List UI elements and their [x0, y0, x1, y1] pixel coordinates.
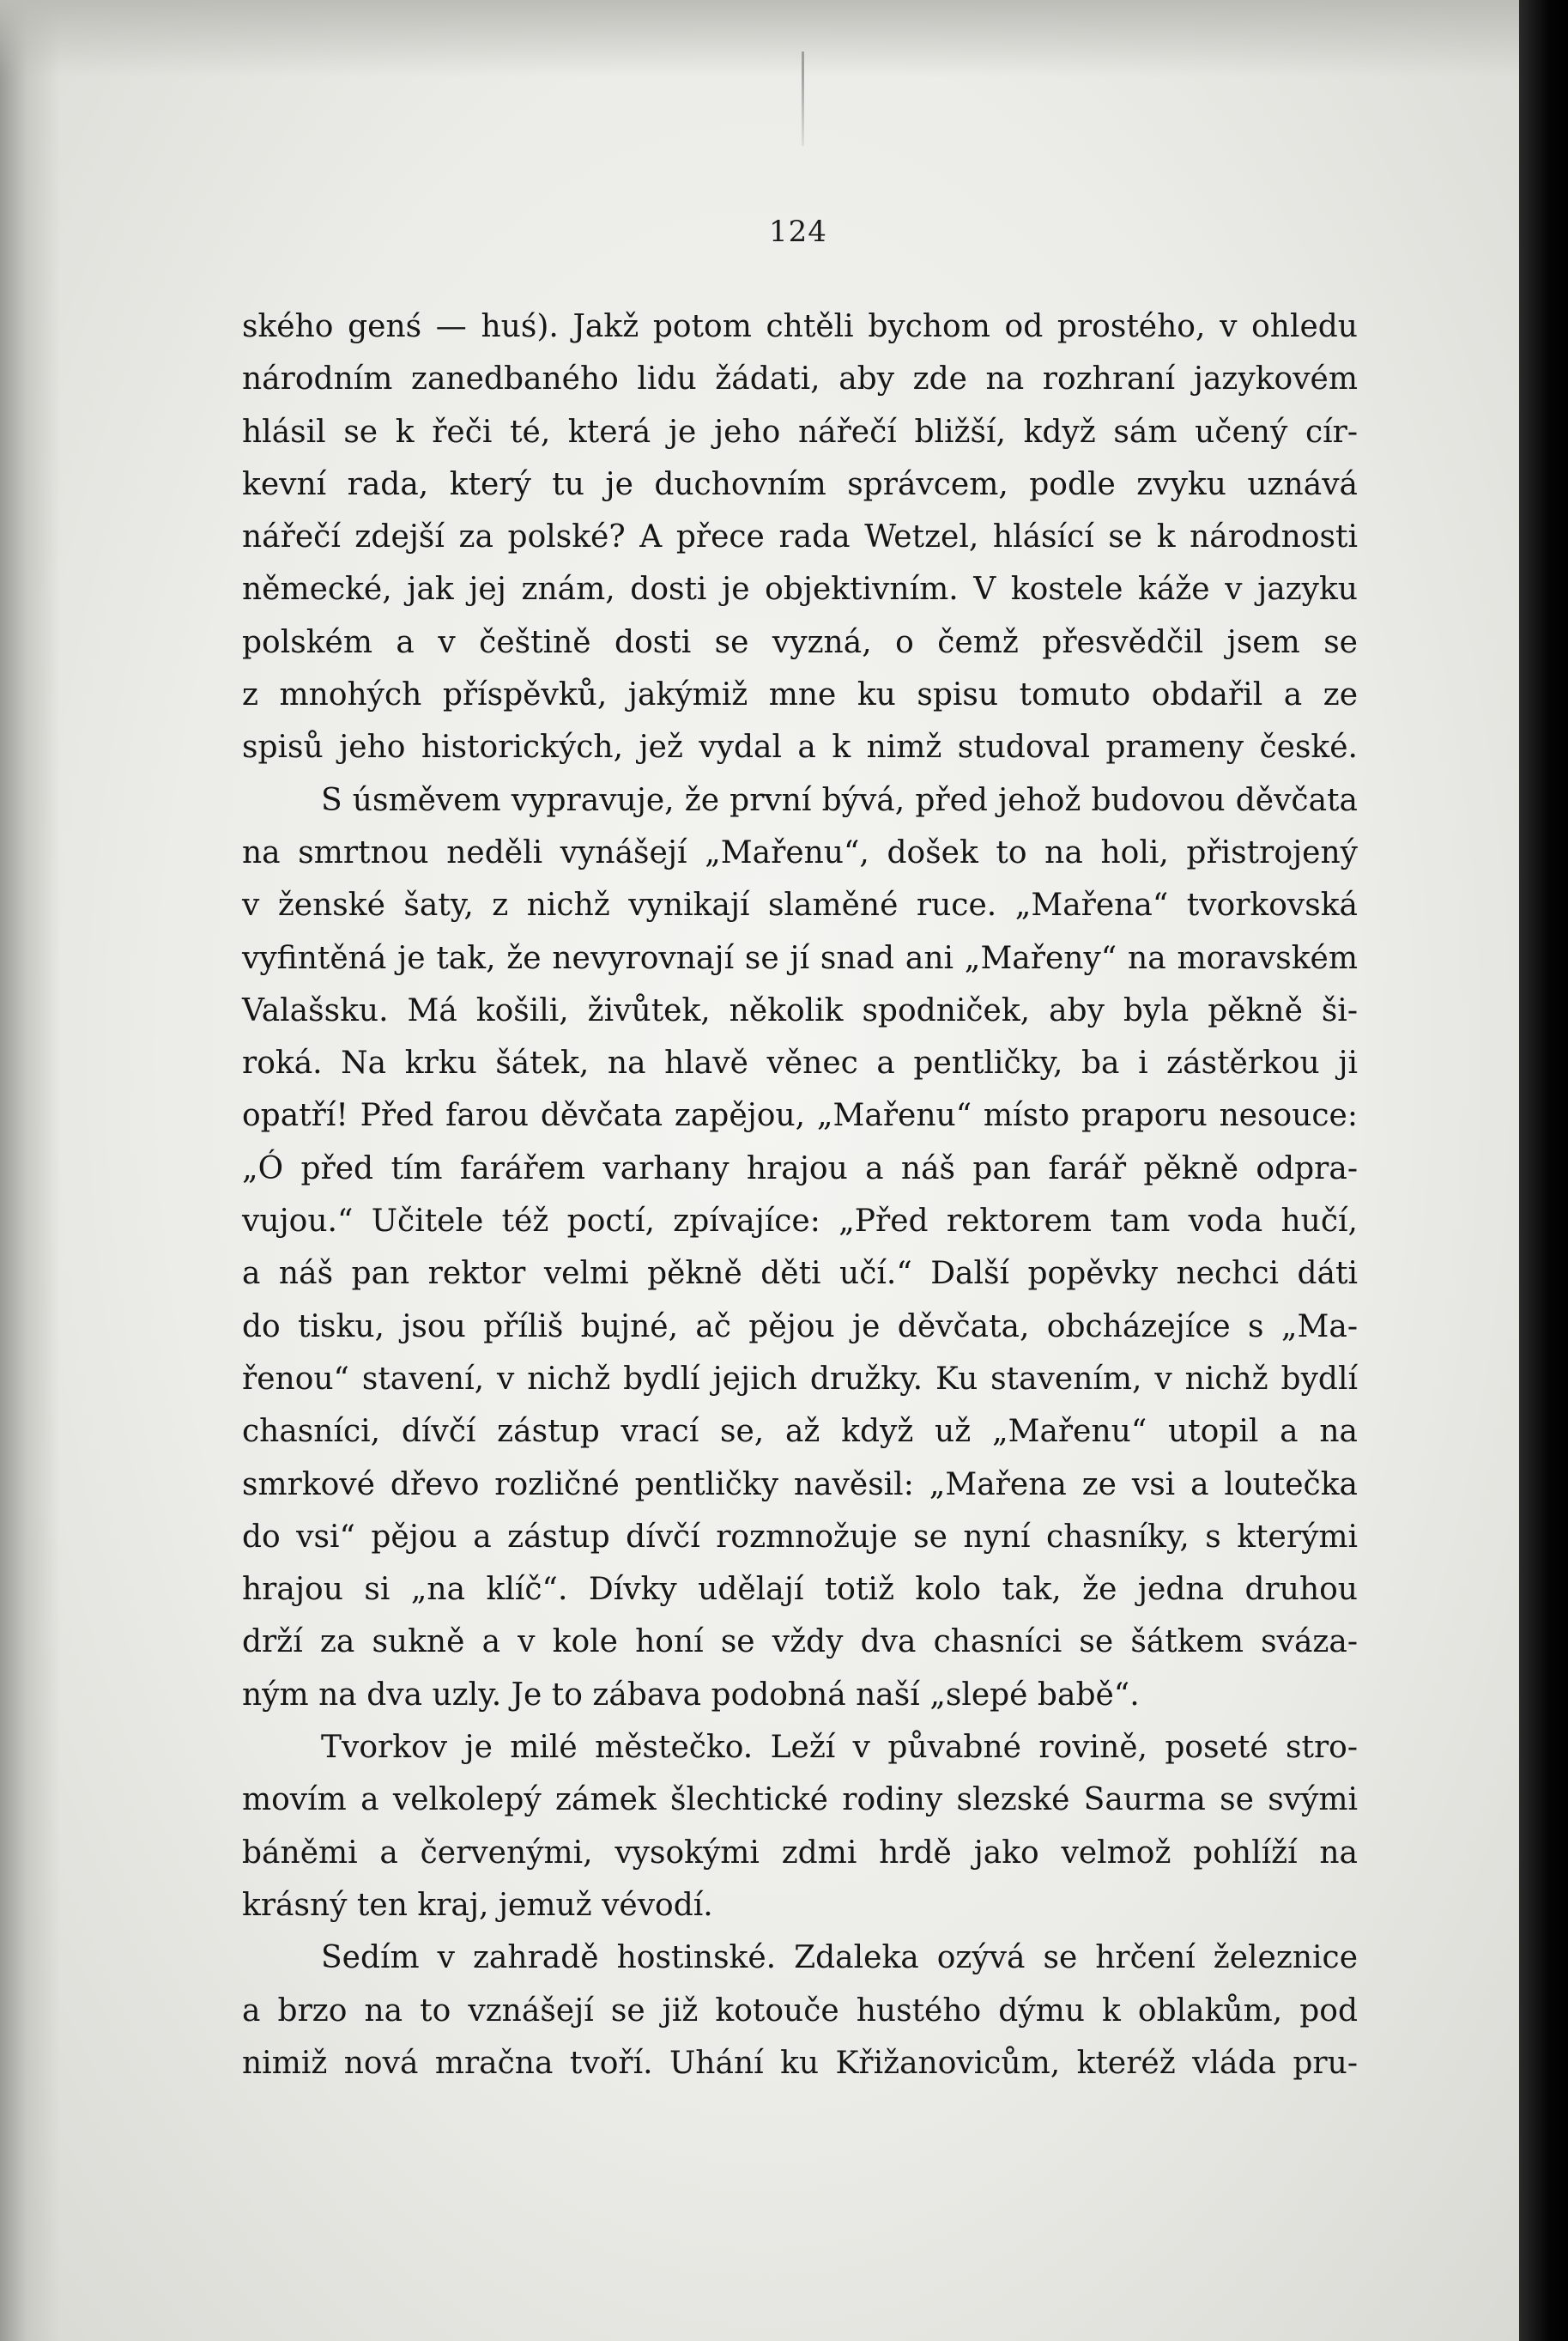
text-line: polském a v češtině dosti se vyzná, o čemž přesvědčil jsem se	[242, 624, 1358, 660]
page-number: 124	[769, 215, 827, 249]
binding-mark	[802, 52, 804, 146]
text-line: „Ó před tím farářem varhany hrajou a náš pan farář pěkně odpra-	[242, 1150, 1358, 1186]
text-line: S úsměvem vypravuje, že první bývá, před jehož budovou děvčata	[321, 782, 1358, 818]
text-line: hlásil se k řeči té, která je jeho nářečí bližší, když sám učený cír-	[242, 414, 1358, 450]
text-line: movím a velkolepý zámek šlechtické rodiny slezské Saurma se svými	[242, 1782, 1358, 1818]
text-line: krásný ten kraj, jemuž vévodí.	[242, 1887, 713, 1923]
text-line: ným na dva uzly. Je to zábava podobná naší „slepé babě“.	[242, 1677, 1140, 1713]
text-line: opatří! Před farou děvčata zapějou, „Mařenu“ místo praporu nesouce:	[242, 1098, 1358, 1134]
text-line: roká. Na krku šátek, na hlavě věnec a pentličky, ba i zástěrkou ji	[242, 1046, 1358, 1082]
text-line: ského genś — huś). Jakž potom chtěli bychom od prostého, v ohledu	[242, 309, 1358, 344]
text-line: národním zanedbaného lidu žádati, aby zde na rozhraní jazykovém	[242, 361, 1358, 397]
text-line: Tvorkov je milé městečko. Leží v půvabné rovině, poseté stro-	[321, 1730, 1358, 1766]
text-line: řenou“ stavení, v nichž bydlí jejich družky. Ku stavením, v nichž bydlí	[242, 1361, 1358, 1397]
text-line: smrkové dřevo rozličné pentličky navěsil: „Mařena ze vsi a loutečka	[242, 1466, 1358, 1502]
text-line: nimiž nová mračna tvoří. Uhání ku Křižanovicům, kteréž vláda pru-	[242, 2045, 1358, 2081]
text-line: nářečí zdejší za polské? A přece rada Wetzel, hlásící se k národnosti	[242, 519, 1358, 555]
text-line: německé, jak jej znám, dosti je objektivním. V kostele káže v jazyku	[242, 572, 1358, 608]
text-line: hrajou si „na klíč“. Dívky udělají totiž kolo tak, že jedna druhou	[242, 1572, 1358, 1608]
text-line: spisů jeho historických, jež vydal a k nimž studoval prameny české.	[242, 730, 1358, 766]
text-line: v ženské šaty, z nichž vynikají slaměné ruce. „Mařena“ tvorkovská	[242, 888, 1358, 924]
text-line: z mnohých příspěvků, jakýmiž mne ku spisu tomuto obdařil a ze	[242, 677, 1358, 713]
text-line: Valašsku. Má košili, živůtek, několik spodniček, aby byla pěkně ši-	[242, 992, 1358, 1028]
text-line: vyfintěná je tak, že nevyrovnají se jí snad ani „Mařeny“ na moravském	[242, 940, 1358, 976]
text-line: Sedím v zahradě hostinské. Zdaleka ozývá se hrčení železnice	[321, 1940, 1358, 1976]
text-line: chasníci, dívčí zástup vrací se, až když už „Mařenu“ utopil a na	[242, 1414, 1358, 1450]
text-line: drží za sukně a v kole honí se vždy dva chasníci se šátkem sváza-	[242, 1624, 1358, 1660]
scan-edge	[1519, 0, 1568, 2341]
text-line: na smrtnou neděli vynášejí „Mařenu“, došek to na holi, přistrojený	[242, 834, 1358, 870]
body-text	[242, 300, 1358, 2089]
text-line: do vsi“ pějou a zástup dívčí rozmnožuje se nyní chasníky, s kterými	[242, 1519, 1358, 1555]
text-line: vujou.“ Učitele též poctí, zpívajíce: „Před rektorem tam voda hučí,	[242, 1204, 1358, 1240]
text-line: do tisku, jsou příliš bujné, ač pějou je děvčata, obcházejíce s „Ma-	[242, 1308, 1358, 1344]
text-line: kevní rada, který tu je duchovním správcem, podle zvyku uznává	[242, 466, 1358, 502]
text-line: a náš pan rektor velmi pěkně děti učí.“ Další popěvky nechci dáti	[242, 1256, 1358, 1292]
text-line: báněmi a červenými, vysokými zdmi hrdě jako velmož pohlíží na	[242, 1835, 1358, 1871]
text-line: a brzo na to vznášejí se již kotouče hustého dýmu k oblakům, pod	[242, 1992, 1358, 2029]
